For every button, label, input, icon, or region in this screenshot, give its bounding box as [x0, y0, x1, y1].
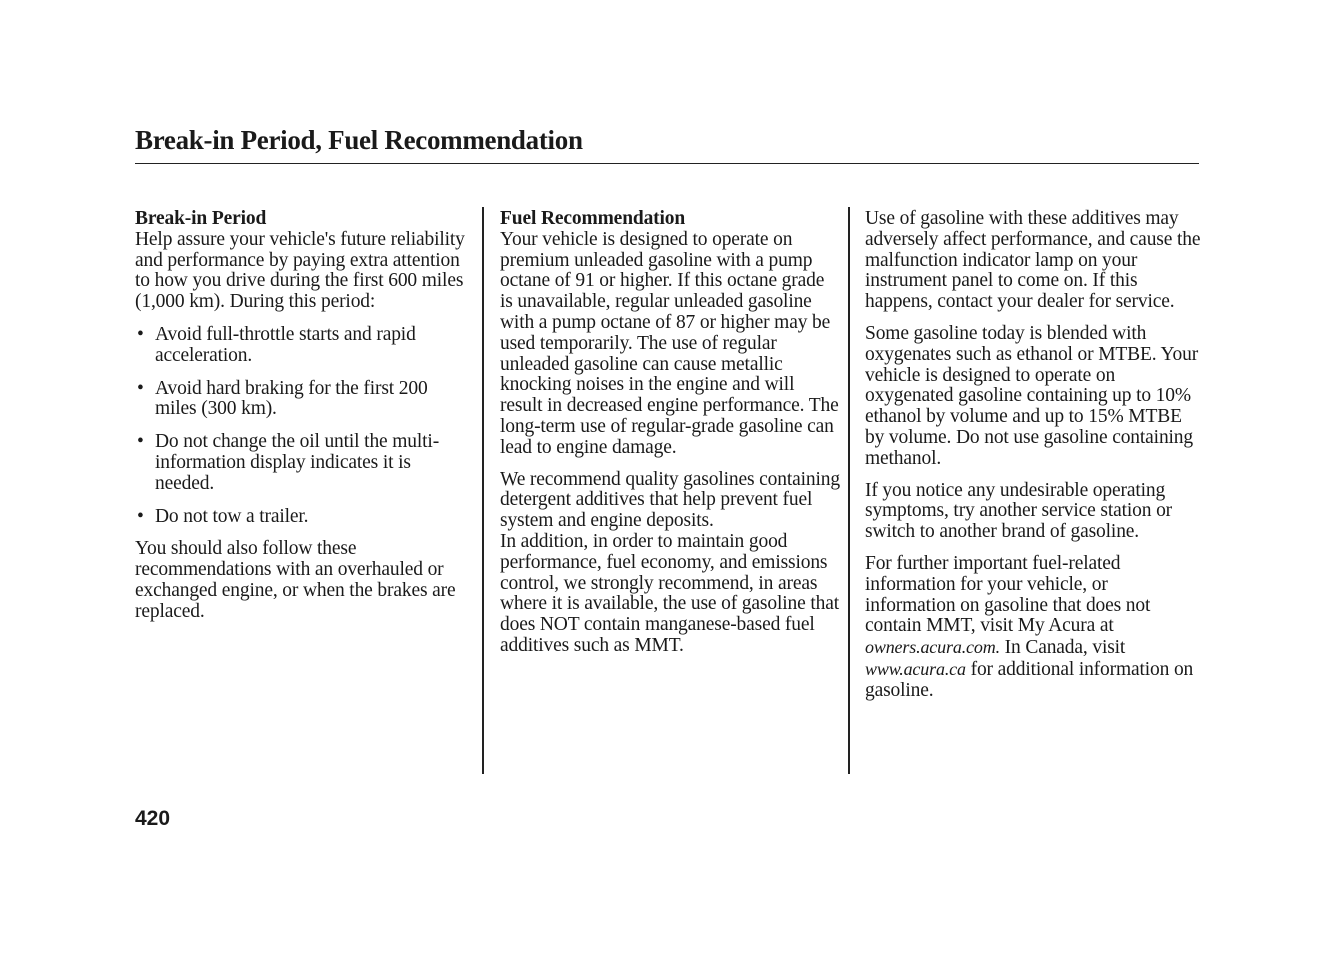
break-in-intro: Help assure your vehicle's future reliability and performance by paying extra attention to how you drive during the first 600 miles (1,000 km). During this period:: [135, 228, 465, 313]
list-item-text: Do not change the oil until the multi-information display indicates it is needed.: [155, 431, 440, 494]
list-item-text: Do not tow a trailer.: [155, 505, 309, 527]
list-item: [135, 432, 471, 494]
further-info-paragraph: [865, 554, 1201, 702]
fuel-additives-column: [865, 209, 1201, 702]
further-info-text: For further important fuel-related information for your vehicle, or information on gasoline that does not contain MMT, visit My Acura at: [865, 552, 1151, 637]
further-info-text-3: for additional information on gasoline.: [865, 658, 1194, 701]
bullet-icon: •: [137, 505, 144, 527]
bullet-icon: •: [137, 431, 144, 453]
list-item-text: Avoid full-throttle starts and rapid acceleration.: [155, 323, 416, 366]
oxygenates-paragraph: Some gasoline today is blended with oxygenates such as ethanol or MTBE. Your vehicle is designed to operate on oxygenated gasoline containing up to 10% ethanol by volume and up to 15% MTBE by volume. Do not use gasoline containing methanol.: [865, 322, 1199, 469]
fuel-paragraph-3: In addition, in order to maintain good performance, fuel economy, and emissions control, we strongly recommend, in areas where it is available, the use of gasoline that does NOT contain manganese-based fuel additives such as MMT.: [500, 530, 839, 656]
fuel-paragraph-2: We recommend quality gasolines containing detergent additives that help prevent fuel system and engine deposits.: [500, 468, 840, 532]
owners-acura-link[interactable]: owners.acura.com.: [865, 637, 1000, 658]
acura-ca-link[interactable]: www.acura.ca: [865, 658, 966, 679]
fuel-paragraph-1: Your vehicle is designed to operate on premium unleaded gasoline with a pump octane of 91 or higher. If this octane grade is unavailable, regular unleaded gasoline with a pump octane of 87 or higher may be used temporarily. The use of regular unleaded gasoline can cause metallic knocking noises in the engine and will result in decreased engine performance. The long-term use of regular-grade gasoline can lead to engine damage.: [500, 228, 839, 458]
fuel-recommendation-column: [500, 209, 840, 657]
list-item-text: Avoid hard braking for the first 200 miles (300 km).: [155, 377, 428, 420]
break-in-list: [135, 325, 471, 527]
further-info-text-2: In Canada, visit: [999, 637, 1126, 659]
list-item: [135, 379, 471, 421]
break-in-heading: Break-in Period: [135, 208, 267, 229]
break-in-period-column: [135, 209, 471, 623]
page-title: Break-in Period, Fuel Recommendation: [135, 125, 583, 155]
list-item: [135, 507, 471, 528]
fuel-heading: Fuel Recommendation: [500, 208, 686, 229]
list-item: [135, 325, 471, 367]
page-number: 420: [135, 807, 171, 830]
break-in-closing: You should also follow these recommendations with an overhauled or exchanged engine, or when the brakes are replaced.: [135, 538, 456, 622]
title-divider: [135, 163, 1199, 164]
column-divider-1: [482, 207, 484, 774]
symptoms-paragraph: If you notice any undesirable operating symptoms, try another service station or switch to another brand of gasoline.: [865, 479, 1173, 543]
bullet-icon: •: [137, 377, 144, 399]
additives-paragraph: Use of gasoline with these additives may adversely affect performance, and cause the malfunction indicator lamp on your instrument panel to come on. If this happens, contact your dealer for service.: [865, 208, 1201, 313]
bullet-icon: •: [137, 323, 144, 345]
column-divider-2: [848, 207, 850, 774]
